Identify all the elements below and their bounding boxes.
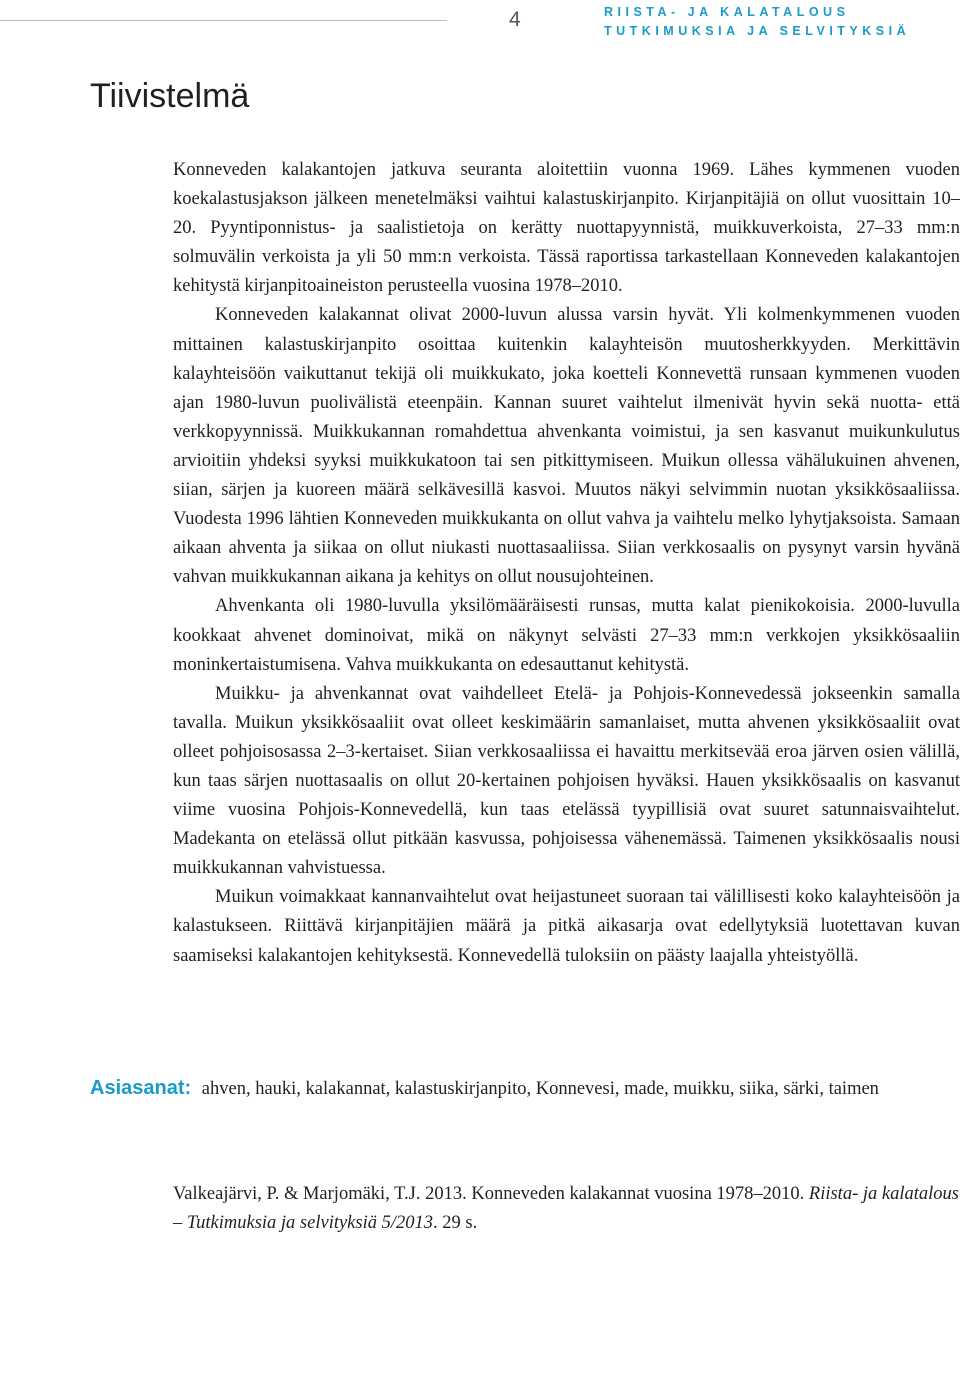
series-title-line-1: RIISTA- JA KALATALOUS <box>604 5 850 19</box>
page-number: 4 <box>509 8 521 31</box>
abstract-paragraph: Ahvenkanta oli 1980-luvulla yksilömääräisesti runsas, mutta kalat pienikokoisia. 2000-luvulla kookkaat ahvenet dominoivat, mikä on näkynyt selvästi 27–33 mm:n verkkojen yksikkösaaliin moninkertaistumisena. Vahva muikkukanta on edesauttanut kehitystä. <box>173 596 960 675</box>
abstract-paragraph: Konneveden kalakantojen jatkuva seuranta aloitettiin vuonna 1969. Lähes kymmenen vuoden koekalastusjakson jälkeen menetelmäksi vaihtui kalastuskirjanpito. Kirjanpitäjiä on ollut vuosittain 10–20. Pyyntiponnistus- ja saalistietoja on kerätty nuottapyynnistä, muikkuverkoista, 27–33 mm:n solmuvälin verkoista ja yli 50 mm:n verkoista. Tässä raportissa tarkastellaan Konneveden kalakantojen kehitystä kirjanpitoaineiston perusteella vuosina 1978–2010. <box>173 160 960 297</box>
page-title: Tiivistelmä <box>90 77 250 115</box>
header-rule <box>0 20 447 21</box>
abstract-paragraph: Muikun voimakkaat kannanvaihtelut ovat heijastuneet suoraan tai välillisesti koko kalayhteisöön ja kalastukseen. Riittävä kirjanpitäjien määrä ja pitkä aikasarja ovat edellytyksiä luotettavan kuvan saamiseksi kalakantojen kehityksestä. Konnevedellä tuloksiin on päästy laajalla yhteistyöllä. <box>173 887 960 966</box>
abstract-paragraph: Konneveden kalakannat olivat 2000-luvun alussa varsin hyvät. Yli kolmenkymmenen vuoden mittainen kalastuskirjanpito osoittaa kuitenkin kalayhteisön muutosherkkyyden. Merkittävin kalayhteisöön vaikuttanut tekijä oli muikkukato, joka koetteli Konnevettä runsaan kymmenen vuoden ajan 1980-luvun puolivälistä eteenpäin. Kannan suuret vaihtelut ilmenivät hyvin sekä nuotta- että verkkopyynnissä. Muikkukannan romahdettua ahvenkanta voimistui, ja sen kasvanut muikunkulutus arvioitiin yhdeksi syyksi muikkukatoon tai sen pitkittymiseen. Muikun ollessa vähälukuinen ahvenen, siian, särjen ja kuoreen määrä selkävesillä kasvoi. Muutos näkyi selvimmin nuotan yksikkösaaliissa. Vuodesta 1996 lähtien Konneveden muikkukanta on ollut vahva ja vaihtelu melko lyhytjaksoista. Samaan aikaan ahventa ja siikaa on ollut niukasti nuottasaaliissa. Siian verkkosaalis on pysynyt varsin hyvänä vahvan muikkukannan aikana ja kehitys on ollut nousujohteinen. <box>173 305 960 588</box>
series-title-line-2: TUTKIMUKSIA JA SELVITYKSIÄ <box>604 24 911 38</box>
keywords-block <box>90 1074 920 1104</box>
keywords-text: ahven, hauki, kalakannat, kalastuskirjanpito, Konnevesi, made, muikku, siika, särki, taimen <box>201 1079 879 1099</box>
citation-reference: Valkeajärvi, P. & Marjomäki, T.J. 2013. Konneveden kalakannat vuosina 1978–2010. <box>173 1184 805 1204</box>
citation <box>173 1180 960 1238</box>
abstract-paragraph: Muikku- ja ahvenkannat ovat vaihdelleet Etelä- ja Pohjois-Konnevedessä jokseenkin samalla tavalla. Muikun yksikkösaaliit ovat olleet keskimäärin samanlaiset, mutta ahvenen yksikkösaaliit ovat olleet pohjoisosassa 2–3-kertaiset. Siian verkkosaaliissa ei havaittu merkitsevää eroa järven osien välillä, kun taas särjen nuottasaalis on ollut 20-kertainen pohjoisen hyväksi. Hauen yksikkösaalis on kasvanut viime vuosina Pohjois-Konnevedellä, kun taas etelässä tyypillisiä ovat suuret satunnaisvaihtelut. Madekanta on etelässä ollut pitkään kasvussa, pohjoisessa vähenemässä. Taimenen yksikkösaalis nousi muikkukannan vahvistuessa. <box>173 683 960 879</box>
citation-series: Riista- ja kalatalous – Tutkimuksia ja selvityksiä 5/2013 <box>173 1184 959 1233</box>
keywords-label: Asiasanat: <box>90 1077 192 1099</box>
abstract-body <box>173 156 960 971</box>
citation-pages: . 29 s. <box>433 1213 478 1233</box>
series-title <box>604 3 910 41</box>
